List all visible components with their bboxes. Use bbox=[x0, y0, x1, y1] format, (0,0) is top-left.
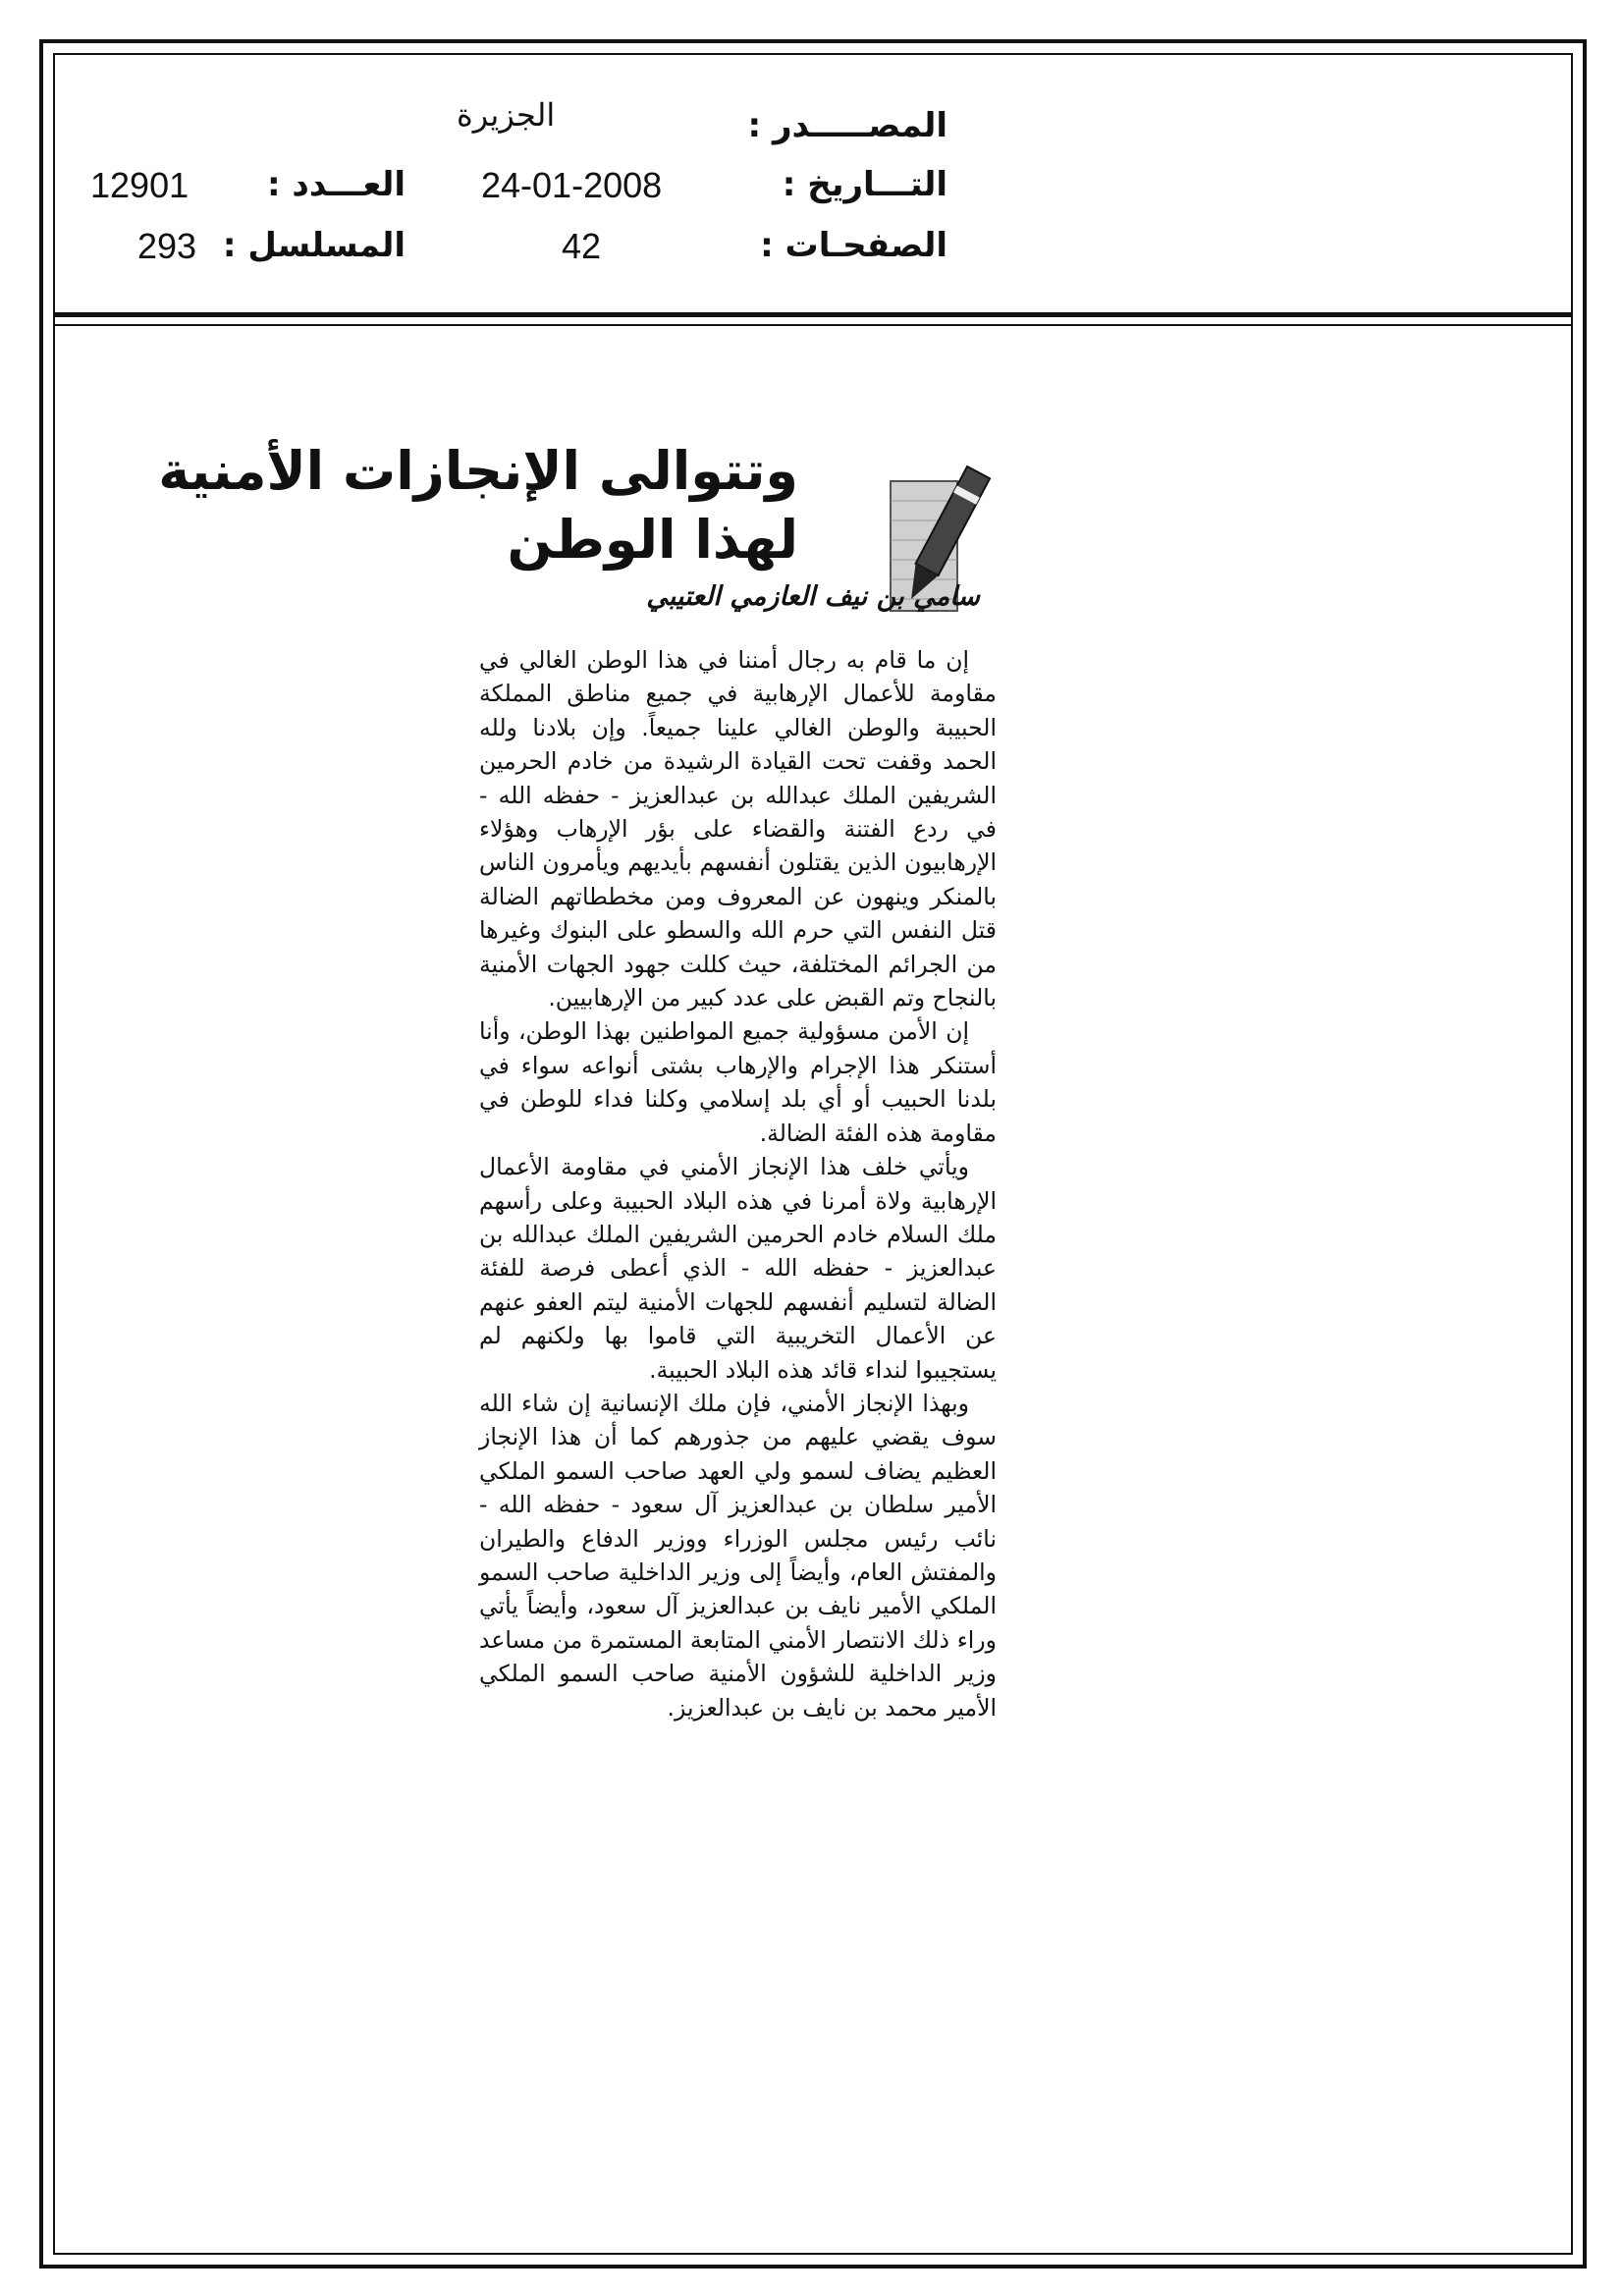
serial-label: المسلسل : bbox=[222, 226, 406, 265]
serial-value: 293 bbox=[137, 226, 197, 266]
source-label: المصـــــدر : bbox=[747, 106, 947, 145]
pages-label: الصفحـات : bbox=[760, 226, 947, 265]
article-body bbox=[479, 643, 997, 1724]
header-divider bbox=[53, 312, 1573, 317]
article-paragraph: ويأتي خلف هذا الإنجاز الأمني في مقاومة الأعمال الإرهابية ولاة أمرنا في هذه البلاد الحبيبة وعلى رأسهم ملك السلام خادم الحرمين الشريفين الملك عبدالله بن عبدالعزيز - حفظه الله - الذي أعطى فرصة للفئة الضالة لتسليم أنفسهم للجهات الأمنية ليتم العفو عنهم عن الأعمال التخريبية التي قاموا بها ولكنهم لم يستجيبوا لنداء قائد هذه البلاد الحبيبة. bbox=[479, 1153, 997, 1384]
article-title bbox=[158, 437, 798, 574]
article-author: سامي بن نيف العازمي العتيبي bbox=[646, 581, 980, 612]
header-divider-thin bbox=[53, 324, 1573, 326]
issue-label: العـــدد : bbox=[267, 165, 406, 204]
article-title-line-1: وتتوالى الإنجازات الأمنية bbox=[158, 440, 798, 502]
article-paragraph: وبهذا الإنجاز الأمني، فإن ملك الإنسانية إن شاء الله سوف يقضي عليهم من جذورهم كما أن هذا الإنجاز العظيم يضاف لسمو ولي العهد صاحب السمو الملكي الأمير سلطان بن عبدالعزيز آل سعود - حفظه الله - نائب رئيس مجلس الوزراء ووزير الدفاع والطيران والمفتش العام، وأيضاً إلى وزير الداخلية صاحب السمو الملكي الأمير نايف بن عبدالعزيز آل سعود، وأيضاً يأتي وراء ذلك الانتصار الأمني المتابعة المستمرة من مساعد وزير الداخلية للشؤون الأمنية صاحب السمو الملكي الأمير محمد بن نايف بن عبدالعزيز. bbox=[479, 1389, 997, 1722]
date-label: التـــاريخ : bbox=[782, 165, 947, 204]
article-paragraph: إن ما قام به رجال أمننا في هذا الوطن الغالي في مقاومة للأعمال الإرهابية في جميع مناطق المملكة الحبيبة والوطن الغالي علينا جميعاً. وإن بلادنا ولله الحمد وقفت تحت القيادة الرشيدة من خادم الحرمين الشريفين الملك عبدالله بن عبدالعزيز - حفظه الله - في ردع الفتنة والقضاء على بؤر الإرهاب وهؤلاء الإرهابيون الذين يقتلون أنفسهم بأيديهم ويأمرون الناس بالمنكر وينهون عن المعروف ومن مخططاتهم الضالة قتل النفس التي حرم الله والسطو على البنوك وغيرها من الجرائم المختلفة، حيث كللت جهود الجهات الأمنية بالنجاح وتم القبض على عدد كبير من الإرهابيين. bbox=[479, 646, 997, 1012]
pages-value: 42 bbox=[562, 226, 602, 266]
source-value: الجزيرة bbox=[457, 97, 556, 133]
article-title-line-2: لهذا الوطن bbox=[507, 509, 798, 571]
issue-value: 12901 bbox=[90, 165, 189, 205]
article-paragraph: إن الأمن مسؤولية جميع المواطنين بهذا الوطن، وأنا أستنكر هذا الإجرام والإرهاب بشتى أنواعه سواء في بلدنا الحبيب أو أي بلد إسلامي وكلنا فداء للوطن في مقاومة هذه الفئة الضالة. bbox=[479, 1017, 997, 1147]
date-value: 24-01-2008 bbox=[481, 165, 663, 205]
